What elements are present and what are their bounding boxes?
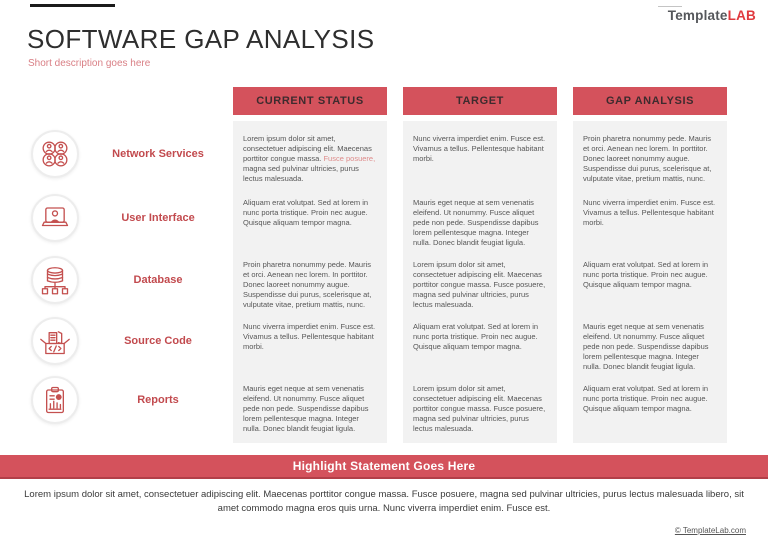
column-current-status — [233, 121, 387, 443]
column-target — [403, 121, 557, 443]
column-header-gap-analysis: GAP ANALYSIS — [573, 87, 727, 115]
cell-text-highlight: Fusce posuere, — [323, 154, 376, 163]
user-interface-icon — [31, 194, 79, 242]
page-subtitle: Short description goes here — [28, 58, 151, 69]
cell-target-network-services: Nunc viverra imperdiet enim. Fusce est. Vivamus a tellus. Pellentesque habitant morbi. — [413, 134, 546, 163]
cell-target-user-interface: Mauris eget neque at sem venenatis eleifend. Ut nonummy. Fusce aliquet pede non pede. Suspendisse dapibus lorem pellentesque magna. Integer nulla. Donec blandit feugiat ligula. — [413, 198, 539, 247]
templatelab-logo — [668, 8, 756, 23]
logo-text-lab: LAB — [727, 8, 756, 23]
category-label: Database — [133, 274, 183, 286]
cell-gap-reports: Aliquam erat volutpat. Sed at lorem in nunc porta tristique. Proin nec augue. Quisque aliquam tempor magna. — [583, 384, 709, 413]
templatelab-copyright-link[interactable]: © TemplateLab.com — [674, 526, 746, 535]
cell-text-post: magna sed pulvinar ultricies, purus lectus malesuada. — [243, 164, 359, 183]
cell-gap-network-services: Proin pharetra nonummy pede. Mauris et orci. Aenean nec lorem. In porttitor. Donec laoreet nonummy augue. Suspendisse dui purus, scelerisque at, vulputate vitae, pretium mattis, nunc. — [583, 134, 712, 183]
cell-current-status-reports: Mauris eget neque at sem venenatis eleifend. Ut nonummy. Fusce aliquet pede non pede. Suspendisse dapibus lorem pellentesque magna. Integer nulla. Donec blandit feugiat ligula. — [243, 384, 369, 433]
network-services-icon — [31, 130, 79, 178]
cell-current-status-database: Proin pharetra nonummy pede. Mauris et orci. Aenean nec lorem. In porttitor. Donec laoreet nonummy augue. Suspendisse dui purus, scelerisque at, vulputate vitae, pretium mattis, nunc. — [243, 260, 372, 309]
category-label: Network Services — [112, 148, 204, 160]
cell-current-status-source-code: Nunc viverra imperdiet enim. Fusce est. Vivamus a tellus. Pellentesque habitant morbi. — [243, 322, 376, 351]
database-icon — [31, 256, 79, 304]
logo-text-template: Template — [667, 8, 728, 23]
cell-gap-source-code: Mauris eget neque at sem venenatis eleifend. Ut nonummy. Fusce aliquet pede non pede. Suspendisse dapibus lorem pellentesque magna. Integer nulla. Donec blandit feugiat ligula. — [583, 322, 709, 371]
cell-target-source-code: Aliquam erat volutpat. Sed at lorem in nunc porta tristique. Proin nec augue. Quisque aliquam tempor magna. — [413, 322, 539, 351]
cell-text-pre: Lorem ipsum dolor sit amet, consectetuer adipiscing elit. Maecenas porttitor congue massa. — [243, 134, 372, 163]
highlight-statement-banner: Highlight Statement Goes Here — [0, 455, 768, 479]
category-label: Reports — [137, 394, 179, 406]
source-code-icon — [31, 317, 79, 365]
column-header-current-status: CURRENT STATUS — [233, 87, 387, 115]
cell-gap-user-interface: Nunc viverra imperdiet enim. Fusce est. Vivamus a tellus. Pellentesque habitant morbi. — [583, 198, 716, 227]
page-title: SOFTWARE GAP ANALYSIS — [27, 24, 375, 54]
logo-tagline-rule — [658, 6, 682, 7]
reports-icon — [31, 376, 79, 424]
top-accent-line — [30, 4, 115, 7]
cell-current-status-user-interface: Aliquam erat volutpat. Sed at lorem in nunc porta tristique. Proin nec augue. Quisque aliquam tempor magna. — [243, 198, 369, 227]
column-gap-analysis — [573, 121, 727, 443]
column-header-target: TARGET — [403, 87, 557, 115]
cell-target-database: Lorem ipsum dolor sit amet, consectetuer adipiscing elit. Maecenas porttitor congue massa. Fusce posuere, magna sed pulvinar ultricies, purus lectus malesuada. — [413, 260, 546, 309]
cell-target-reports: Lorem ipsum dolor sit amet, consectetuer adipiscing elit. Maecenas porttitor congue massa. Fusce posuere, magna sed pulvinar ultricies, purus lectus malesuada. — [413, 384, 546, 433]
cell-current-status-network-services — [233, 121, 387, 185]
category-label: User Interface — [121, 212, 195, 224]
category-label: Source Code — [124, 335, 192, 347]
footer-paragraph: Lorem ipsum dolor sit amet, consectetuer adipiscing elit. Maecenas porttitor congue massa. Fusce posuere, magna sed pulvinar ultricies, purus lectus malesuada libero, sit amet commodo magna eros quis urna. Nunc viverra imperdiet enim. Fusce est. — [24, 489, 744, 514]
cell-gap-database: Aliquam erat volutpat. Sed at lorem in nunc porta tristique. Proin nec augue. Quisque aliquam tempor magna. — [583, 260, 709, 289]
